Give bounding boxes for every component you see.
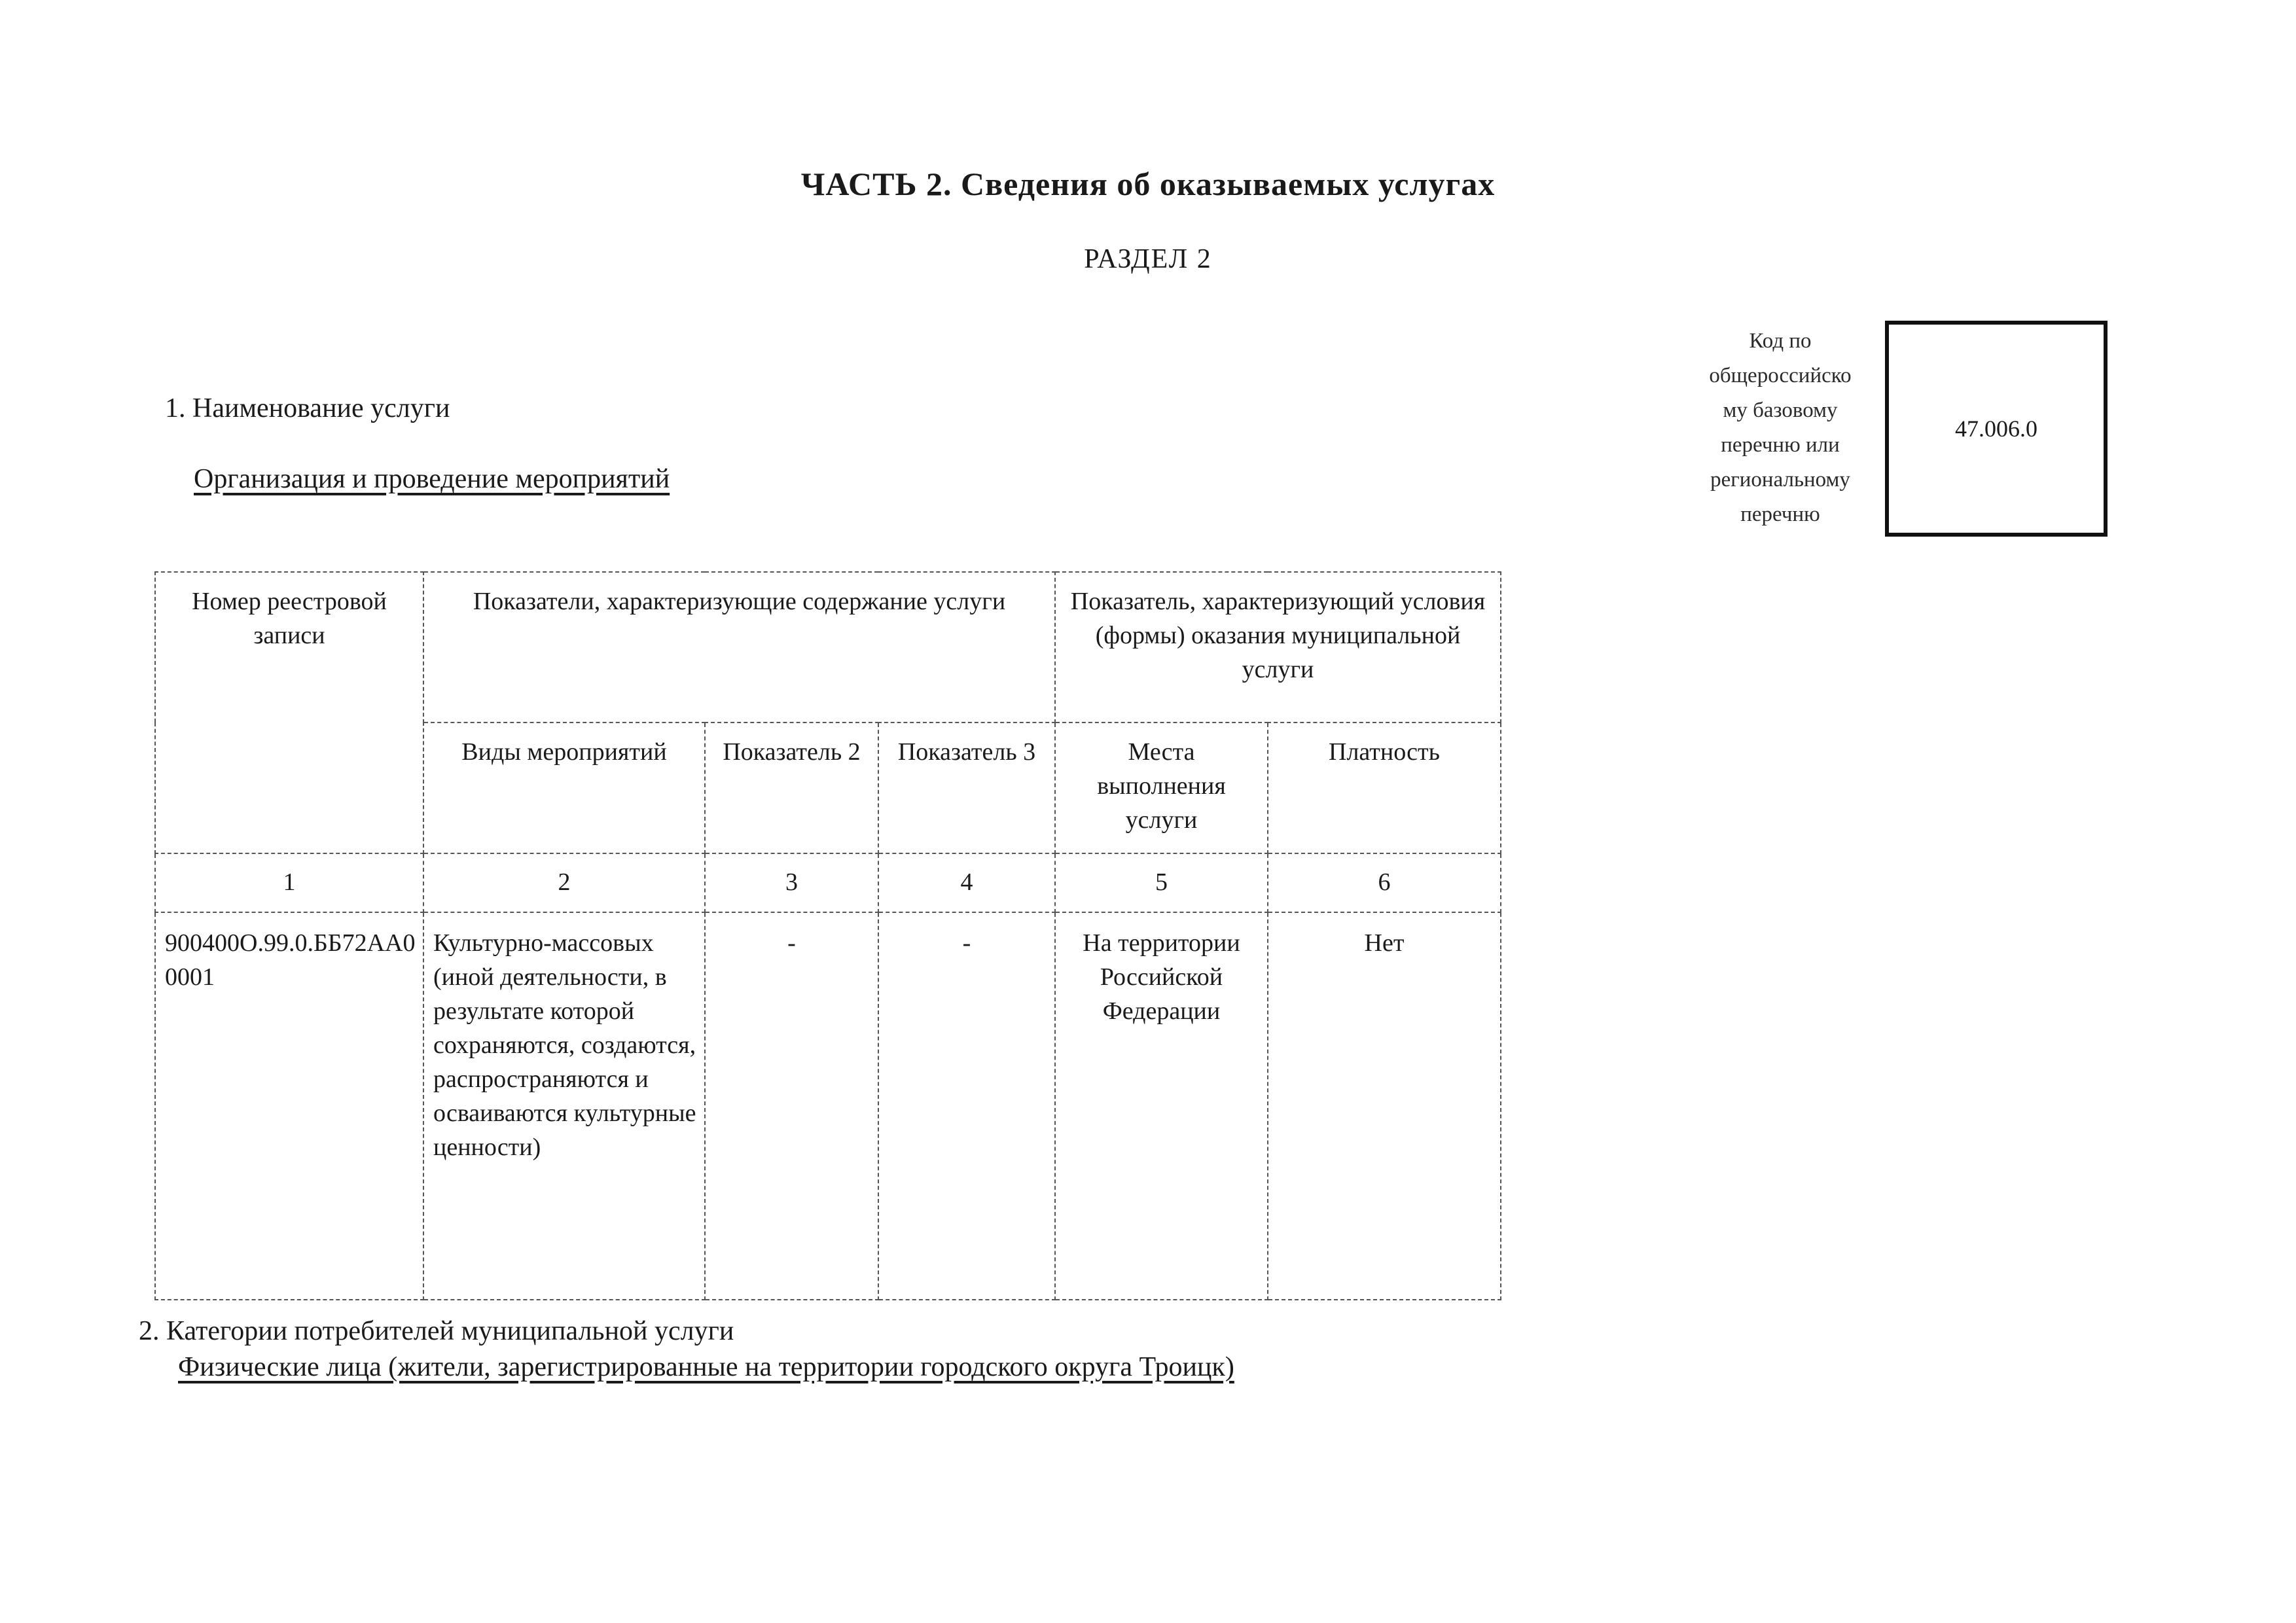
column-number: 4 [878, 853, 1055, 912]
column-number: 6 [1268, 853, 1501, 912]
code-label-line: перечню [1740, 503, 1820, 526]
cell-event-type: Культурно-массовых (иной деятельности, в результате которой сохраняются, создаются, распространяются и осваиваются культурные ценности) [423, 912, 705, 1300]
subheader-indicator-3: Показатель 3 [878, 722, 1055, 853]
code-label-line: региональному [1710, 468, 1850, 491]
subheader-indicator-2: Показатель 2 [705, 722, 878, 853]
consumer-categories-value: Физические лица (жители, зарегистрированные на территории городского округа Троицк) [178, 1352, 1234, 1382]
column-number: 2 [423, 853, 705, 912]
subheader-payment: Платность [1268, 722, 1501, 853]
service-name-label: 1. Наименование услуги [165, 393, 450, 423]
table-row [155, 912, 1501, 1300]
cell-registry-number: 900400О.99.0.ББ72АА00001 [155, 912, 423, 1300]
column-number: 3 [705, 853, 878, 912]
consumer-categories-label: 2. Категории потребителей муниципальной услуги [139, 1316, 734, 1346]
document-title: ЧАСТЬ 2. Сведения об оказываемых услугах [800, 166, 1496, 202]
code-box [1885, 321, 2108, 537]
table-number-row [155, 853, 1501, 912]
registry-table [154, 571, 1501, 1300]
header-condition-indicator: Показатель, характеризующий условия (формы) оказания муниципальной услуги [1055, 572, 1501, 722]
code-label-line: перечню или [1721, 433, 1840, 457]
code-value: 47.006.0 [1955, 416, 2037, 442]
cell-payment: Нет [1268, 912, 1501, 1300]
code-label-line: общероссийско [1709, 364, 1852, 387]
code-label-line: Код по [1749, 329, 1812, 353]
cell-indicator-3: - [878, 912, 1055, 1300]
column-number: 5 [1055, 853, 1268, 912]
section-title: РАЗДЕЛ 2 [1084, 244, 1212, 274]
column-number: 1 [155, 853, 423, 912]
code-label [1682, 324, 1878, 532]
table-header-row [155, 572, 1501, 722]
cell-indicator-2: - [705, 912, 878, 1300]
subheader-event-types: Виды мероприятий [423, 722, 705, 853]
service-name-value: Организация и проведение мероприятий [194, 464, 670, 494]
cell-place: На территории Российской Федерации [1055, 912, 1268, 1300]
header-content-indicators: Показатели, характеризующие содержание услуги [423, 572, 1055, 722]
header-registry-number: Номер реестровой записи [155, 572, 423, 853]
code-label-line: му базовому [1723, 399, 1838, 422]
subheader-place: Места выполнения услуги [1055, 722, 1268, 853]
